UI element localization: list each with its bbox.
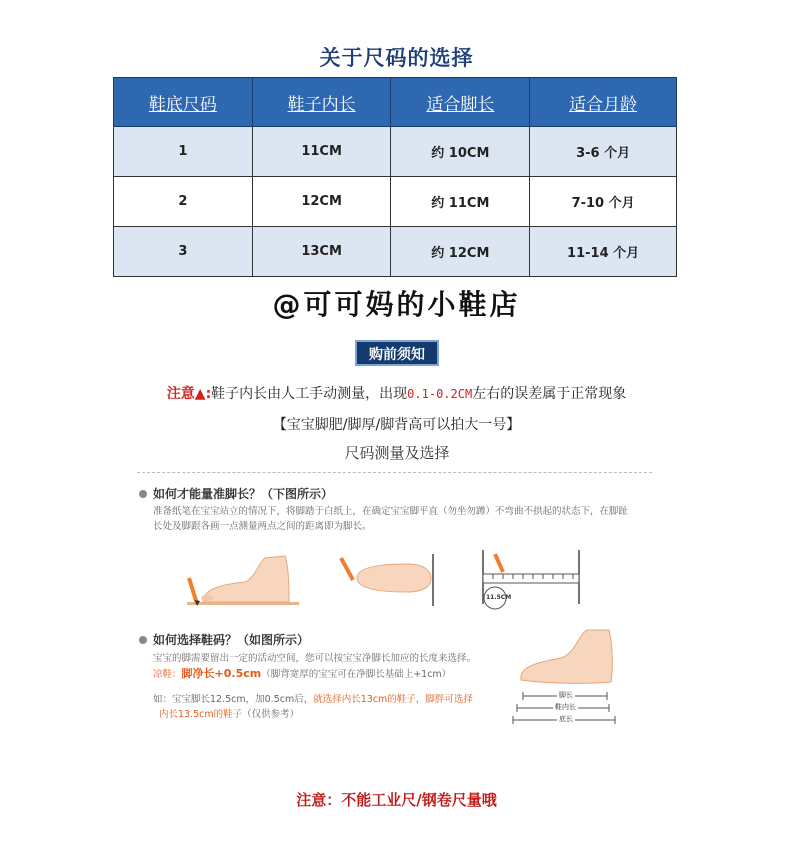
cell-inner-length: 12CM: [252, 177, 391, 227]
question-choose: [139, 631, 309, 648]
example-line2-text: 内长13.5cm的鞋子: [159, 709, 243, 720]
formula-note: （脚背宽厚的宝宝可在净脚长基础上+1cm）: [261, 669, 452, 680]
measure-desc-line2: 长处及脚跟各画一点测量两点之间的距离即为脚长。: [153, 521, 372, 532]
header-sole-size: 鞋底尺码: [114, 78, 253, 127]
cell-age: 11-14 个月: [530, 227, 677, 277]
cell-sole-size: 2: [114, 177, 253, 227]
size-hint: 【宝宝脚肥/脚厚/脚背高可以拍大一号】: [272, 417, 521, 433]
question-measure: [139, 485, 333, 502]
measure-desc-line1: 准备纸笔在宝宝站立的情况下，将脚踏于白纸上，在确定宝宝脚平直（勿坐勿蹲）不弯曲不拱起的状态下，在脚趾: [153, 506, 629, 517]
question-choose-text: 如何选择鞋码？（如图所示）: [153, 633, 310, 647]
table-header-row: [114, 78, 677, 127]
divider: [137, 472, 652, 473]
table-row: [114, 177, 677, 227]
table-row: [114, 227, 677, 277]
bullet-icon: [139, 636, 147, 644]
example-mid: 内长13cm的鞋子: [341, 694, 416, 705]
ruler-measure-icon: [477, 548, 589, 612]
cell-sole-size: 3: [114, 227, 253, 277]
example-line1: [153, 692, 473, 707]
example-prefix: 如：宝宝脚长12.5cm，加0.5cm后，: [153, 694, 314, 705]
choose-example: [153, 692, 473, 722]
label-sole-length: 底长: [559, 715, 573, 723]
measure-panel: [137, 438, 657, 738]
example-ref: （仅供参考）: [242, 709, 300, 720]
choose-desc: [153, 651, 476, 682]
page-title: 关于尺码的选择: [319, 46, 474, 70]
formula-value: 脚净长+0.5cm: [181, 667, 262, 680]
measure-desc: [153, 504, 628, 534]
header-foot-length: 适合脚长: [391, 78, 530, 127]
cell-age: 7-10 个月: [530, 177, 677, 227]
example-choose: 就选择: [313, 694, 342, 705]
foot-pencil-toe-icon: [185, 548, 303, 610]
cell-age: 3-6 个月: [530, 127, 677, 177]
choose-formula: [153, 666, 476, 682]
example-line2: [153, 707, 473, 722]
cell-foot-length: 约 10CM: [391, 127, 530, 177]
cell-foot-length: 约 12CM: [391, 227, 530, 277]
cell-inner-length: 13CM: [252, 227, 391, 277]
label-inner-length: 鞋内长: [555, 703, 576, 711]
example-fat: ，脚胖可选择: [415, 694, 473, 705]
warning-text2: 左右的误差属于正常现象: [472, 386, 627, 402]
foot-top-view-icon: [337, 550, 447, 610]
warning-prefix: 注意▲:: [166, 386, 212, 402]
bottom-note: 注意：不能工业尺/钢卷尺量哦: [296, 791, 497, 809]
cell-inner-length: 11CM: [252, 127, 391, 177]
ruler-label: 11.5CM: [486, 594, 512, 601]
measure-title: 尺码测量及选择: [344, 444, 450, 462]
bullet-icon: [139, 490, 147, 498]
choose-desc-line1: 宝宝的脚需要留出一定的活动空间，您可以按宝宝净脚长加应的长度来选择。: [153, 653, 477, 664]
size-table: [113, 77, 677, 277]
formula-prefix: 凉鞋：: [153, 669, 182, 680]
header-inner-length: 鞋子内长: [252, 78, 391, 127]
cell-foot-length: 约 11CM: [391, 177, 530, 227]
question-measure-text: 如何才能量准脚长？（下图所示）: [153, 487, 334, 501]
shop-name: @可可妈的小鞋店: [272, 288, 521, 321]
warning-text1: 鞋子内长由人工手动测量，出现: [211, 386, 408, 402]
warning-line: [0, 383, 793, 403]
header-age: 适合月龄: [530, 78, 677, 127]
label-foot-length: 脚长: [559, 691, 573, 699]
notice-badge: 购前须知: [355, 340, 439, 366]
table-row: [114, 127, 677, 177]
cell-sole-size: 1: [114, 127, 253, 177]
warning-range: 0.1-0.2CM: [407, 387, 473, 401]
